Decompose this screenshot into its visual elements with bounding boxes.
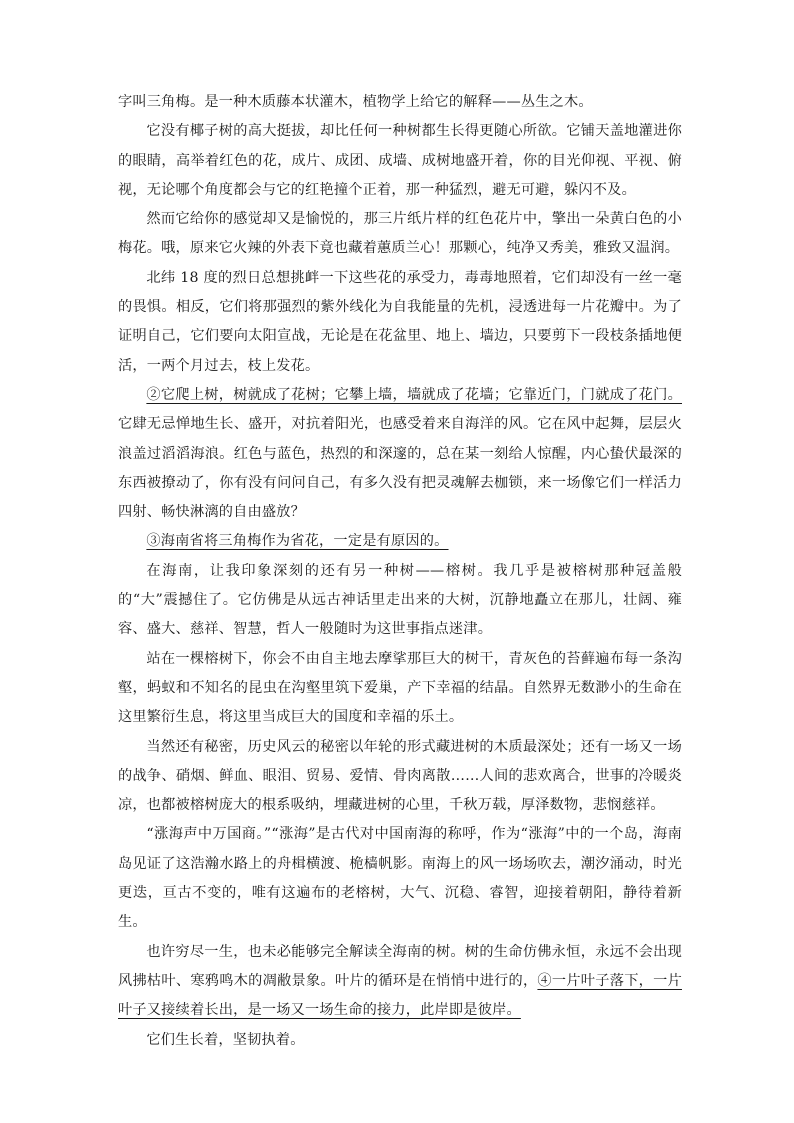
paragraph-2-text: 它没有椰子树的高大挺拔，却比任何一种树都生长得更随心所欲。它铺天盖地灌进你的眼睛，高举着红色的花，成片、成团、成墙、成树地盛开着，你的目光仰视、平视、俯视，无论哪个角度都会与它的红艳撞个正着，那一种猛烈，避无可避，躲闪不及。 <box>118 123 682 198</box>
underlined-sentence-2: ②它爬上树，树就成了花树；它攀上墙，墙就成了花墙；它靠近门，门就成了花门。 <box>146 386 682 403</box>
underlined-sentence-3: ③海南省将三角梅作为省花，一定是有原因的。 <box>146 533 449 550</box>
document-page <box>118 88 682 1055</box>
paragraph-2 <box>118 117 682 205</box>
paragraph-12-text: 它们生长着，坚韧执着。 <box>146 1031 305 1048</box>
paragraph-5 <box>118 381 682 527</box>
paragraph-10 <box>118 820 682 937</box>
paragraph-9 <box>118 733 682 821</box>
paragraph-6 <box>118 527 682 556</box>
paragraph-4 <box>118 264 682 381</box>
paragraph-8 <box>118 645 682 733</box>
paragraph-3-text: 然而它给你的感觉却又是愉悦的，那三片纸片样的红色花片中，擎出一朵黄白色的小梅花。哦，原来它火辣的外表下竟也藏着蕙质兰心！那颗心，纯净又秀美，雅致又温润。 <box>118 211 682 257</box>
underlined-sentence-4: ④一片叶子落下，一片叶子又接续着长出，是一场又一场生命的接力，此岸即是彼岸。 <box>118 972 682 1019</box>
paragraph-11-text: 也许穷尽一生，也未必能够完全解读全海南的树。树的生命仿佛永恒，永远不会出现风拂枯叶、寒鸦鸣木的凋敝景象。叶片的循环是在悄悄中进行的， <box>118 943 682 989</box>
paragraph-3 <box>118 205 682 264</box>
paragraph-5-text: 它肆无忌惮地生长、盛开，对抗着阳光，也感受着来自海洋的风。它在风中起舞，层层火浪盖过滔滔海浪。红色与蓝色，热烈的和深邃的，总在某一刻给人惊醒，内心蛰伏最深的东西被撩动了，你有没有问问自己，有多久没有把灵魂解去枷锁，来一场像它们一样活力四射、畅快淋漓的自由盛放？ <box>118 416 682 521</box>
paragraph-12 <box>118 1026 682 1055</box>
paragraph-1-text: 字叫三角梅。是一种木质藤本状灌木，植物学上给它的解释——丛生之木。 <box>118 94 593 110</box>
paragraph-4-text: 北纬 18 度的烈日总想挑衅一下这些花的承受力，毒毒地照着，它们却没有一丝一毫的畏惧。相反，它们将那强烈的紫外线化为自我能量的先机，浸透进每一片花瓣中。为了证明自己，它们要向太阳宣战，无论是在花盆里、地上、墙边，只要剪下一段枝条插地便活，一两个月过去，枝上发花。 <box>118 269 682 374</box>
paragraph-9-text: 当然还有秘密，历史风云的秘密以年轮的形式藏进树的木质最深处；还有一场又一场的战争、硝烟、鲜血、眼泪、贸易、爱情、骨肉离散……人间的悲欢离合，世事的冷暖炎凉，也都被榕树庞大的根系吸纳，埋藏进树的心里，千秋万载，厚泽数物，悲悯慈祥。 <box>118 738 682 814</box>
paragraph-8-text: 站在一棵榕树下，你会不由自主地去摩挲那巨大的树干，青灰色的苔藓遍布每一条沟壑，蚂蚁和不知名的昆虫在沟壑里筑下爱巢，产下幸福的结晶。自然界无数渺小的生命在这里繁衍生息，将这里当成巨大的国度和幸福的乐土。 <box>118 650 682 726</box>
paragraph-10-text: “涨海声中万国商。”“涨海”是古代对中国南海的称呼，作为“涨海”中的一个岛，海南岛见证了这浩瀚水路上的舟楫横渡、桅樯帆影。南海上的风一场场吹去，潮汐涌动，时光更迭，亘古不变的，唯有这遍布的老榕树，大气、沉稳、睿智，迎接着朝阳，静待着新生。 <box>118 826 682 931</box>
paragraph-7 <box>118 557 682 645</box>
paragraph-7-text: 在海南，让我印象深刻的还有另一种树——榕树。我几乎是被榕树那种冠盖般的“大”震撼住了。它仿佛是从远古神话里走出来的大树，沉静地矗立在那儿，壮阔、雍容、盛大、慈祥、智慧，哲人一般随时为这世事指点迷津。 <box>118 562 682 638</box>
paragraph-11 <box>118 938 682 1026</box>
paragraph-1 <box>118 88 682 117</box>
